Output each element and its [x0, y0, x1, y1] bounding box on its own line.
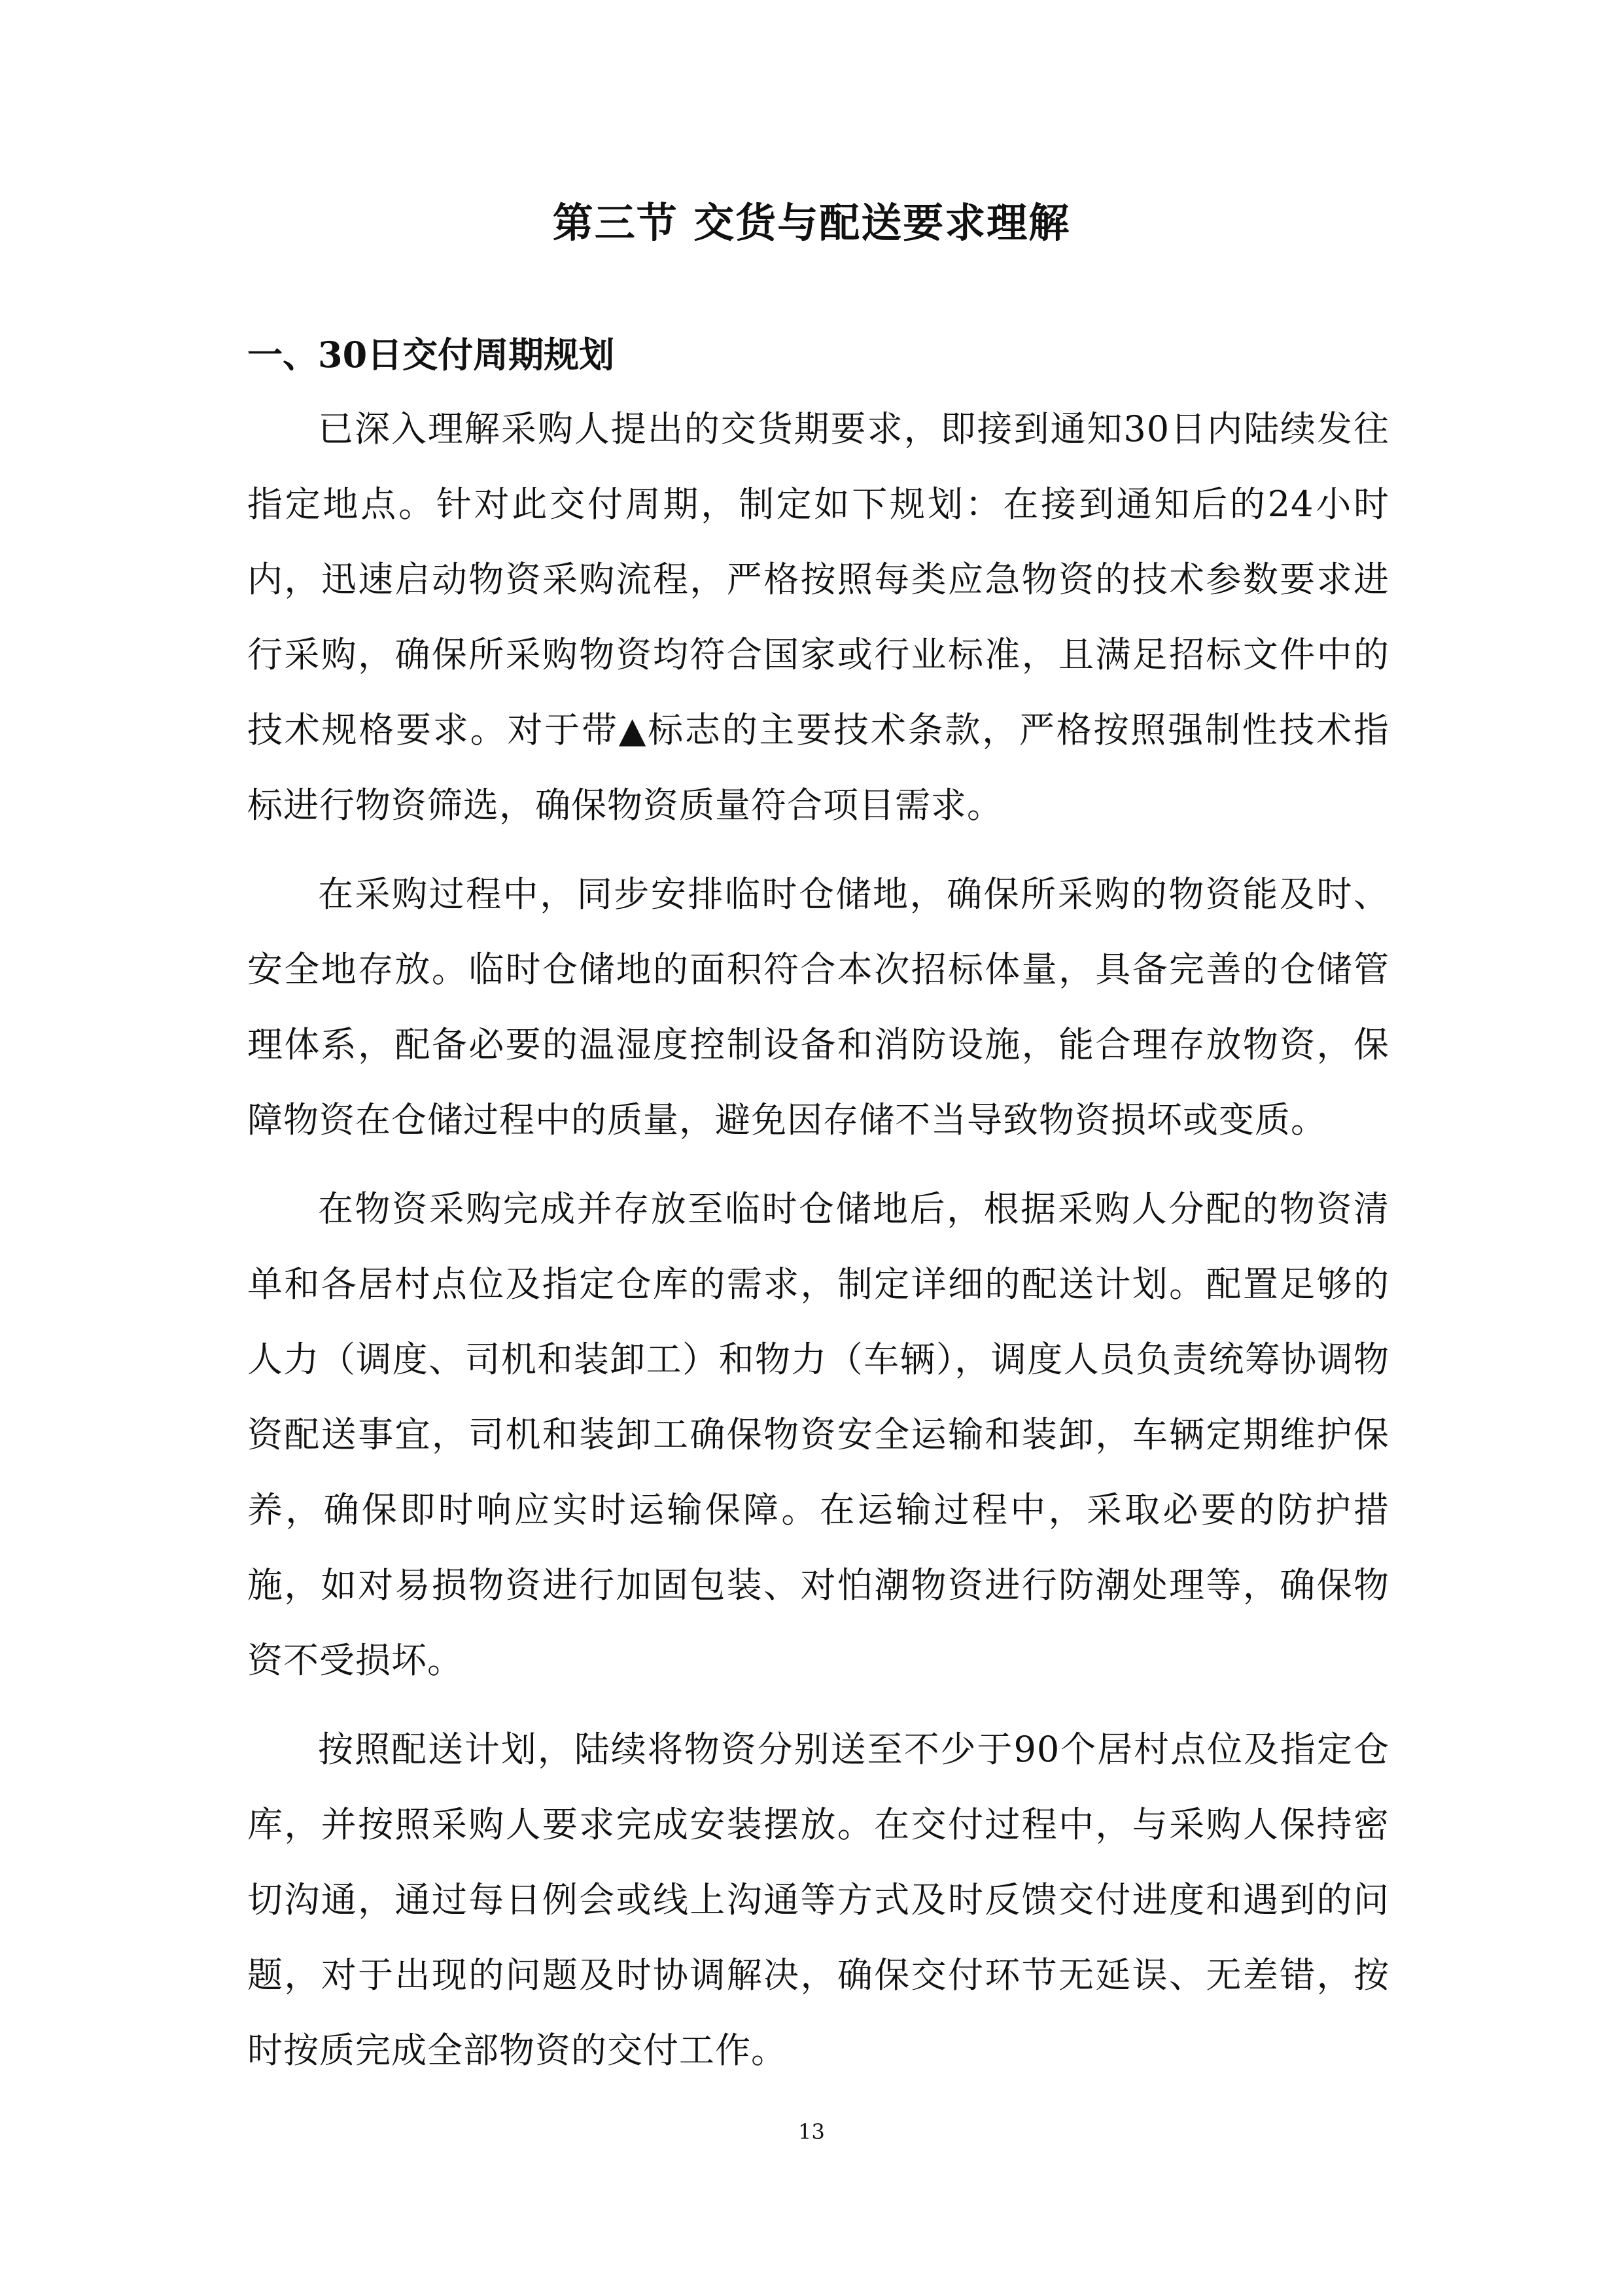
page-number: 13	[798, 2119, 825, 2144]
section-heading: 一、30日交付周期规划	[247, 334, 615, 376]
page-title: 第三节 交货与配送要求理解	[552, 199, 1071, 247]
paragraph-delivery-execution: 按照配送计划，陆续将物资分别送至不少于90个居村点位及指定仓库，并按照采购人要求完成安装摆放。在交付过程中，与采购人保持密切沟通，通过每日例会或线上沟通等方式及时反馈交付进度和遇到的问题，对于出现的问题及时协调解决，确保交付环节无延误、无差错，按时按质完成全部物资的交付工作。	[247, 1729, 1389, 2071]
paragraph-temporary-storage: 在采购过程中，同步安排临时仓储地，确保所采购的物资能及时、安全地存放。临时仓储地的面积符合本次招标体量，具备完善的仓储管理体系，配备必要的温湿度控制设备和消防设施，能合理存放物资，保障物资在仓储过程中的质量，避免因存储不当导致物资损坏或变质。	[247, 874, 1389, 1140]
body-text	[247, 391, 1389, 2102]
paragraph-delivery-planning: 已深入理解采购人提出的交货期要求，即接到通知30日内陆续发往指定地点。针对此交付周期，制定如下规划：在接到通知后的24小时内，迅速启动物资采购流程，严格按照每类应急物资的技术参数要求进行采购，确保所采购物资均符合国家或行业标准，且满足招标文件中的技术规格要求。对于带▲标志的主要技术条款，严格按照强制性技术指标进行物资筛选，确保物资质量符合项目需求。	[247, 408, 1389, 826]
paragraph-distribution-plan: 在物资采购完成并存放至临时仓储地后，根据采购人分配的物资清单和各居村点位及指定仓库的需求，制定详细的配送计划。配置足够的人力（调度、司机和装卸工）和物力（车辆），调度人员负责统筹协调物资配送事宜，司机和装卸工确保物资安全运输和装卸，车辆定期维护保养，确保即时响应实时运输保障。在运输过程中，采取必要的防护措施，如对易损物资进行加固包装、对怕潮物资进行防潮处理等，确保物资不受损坏。	[247, 1188, 1389, 1681]
